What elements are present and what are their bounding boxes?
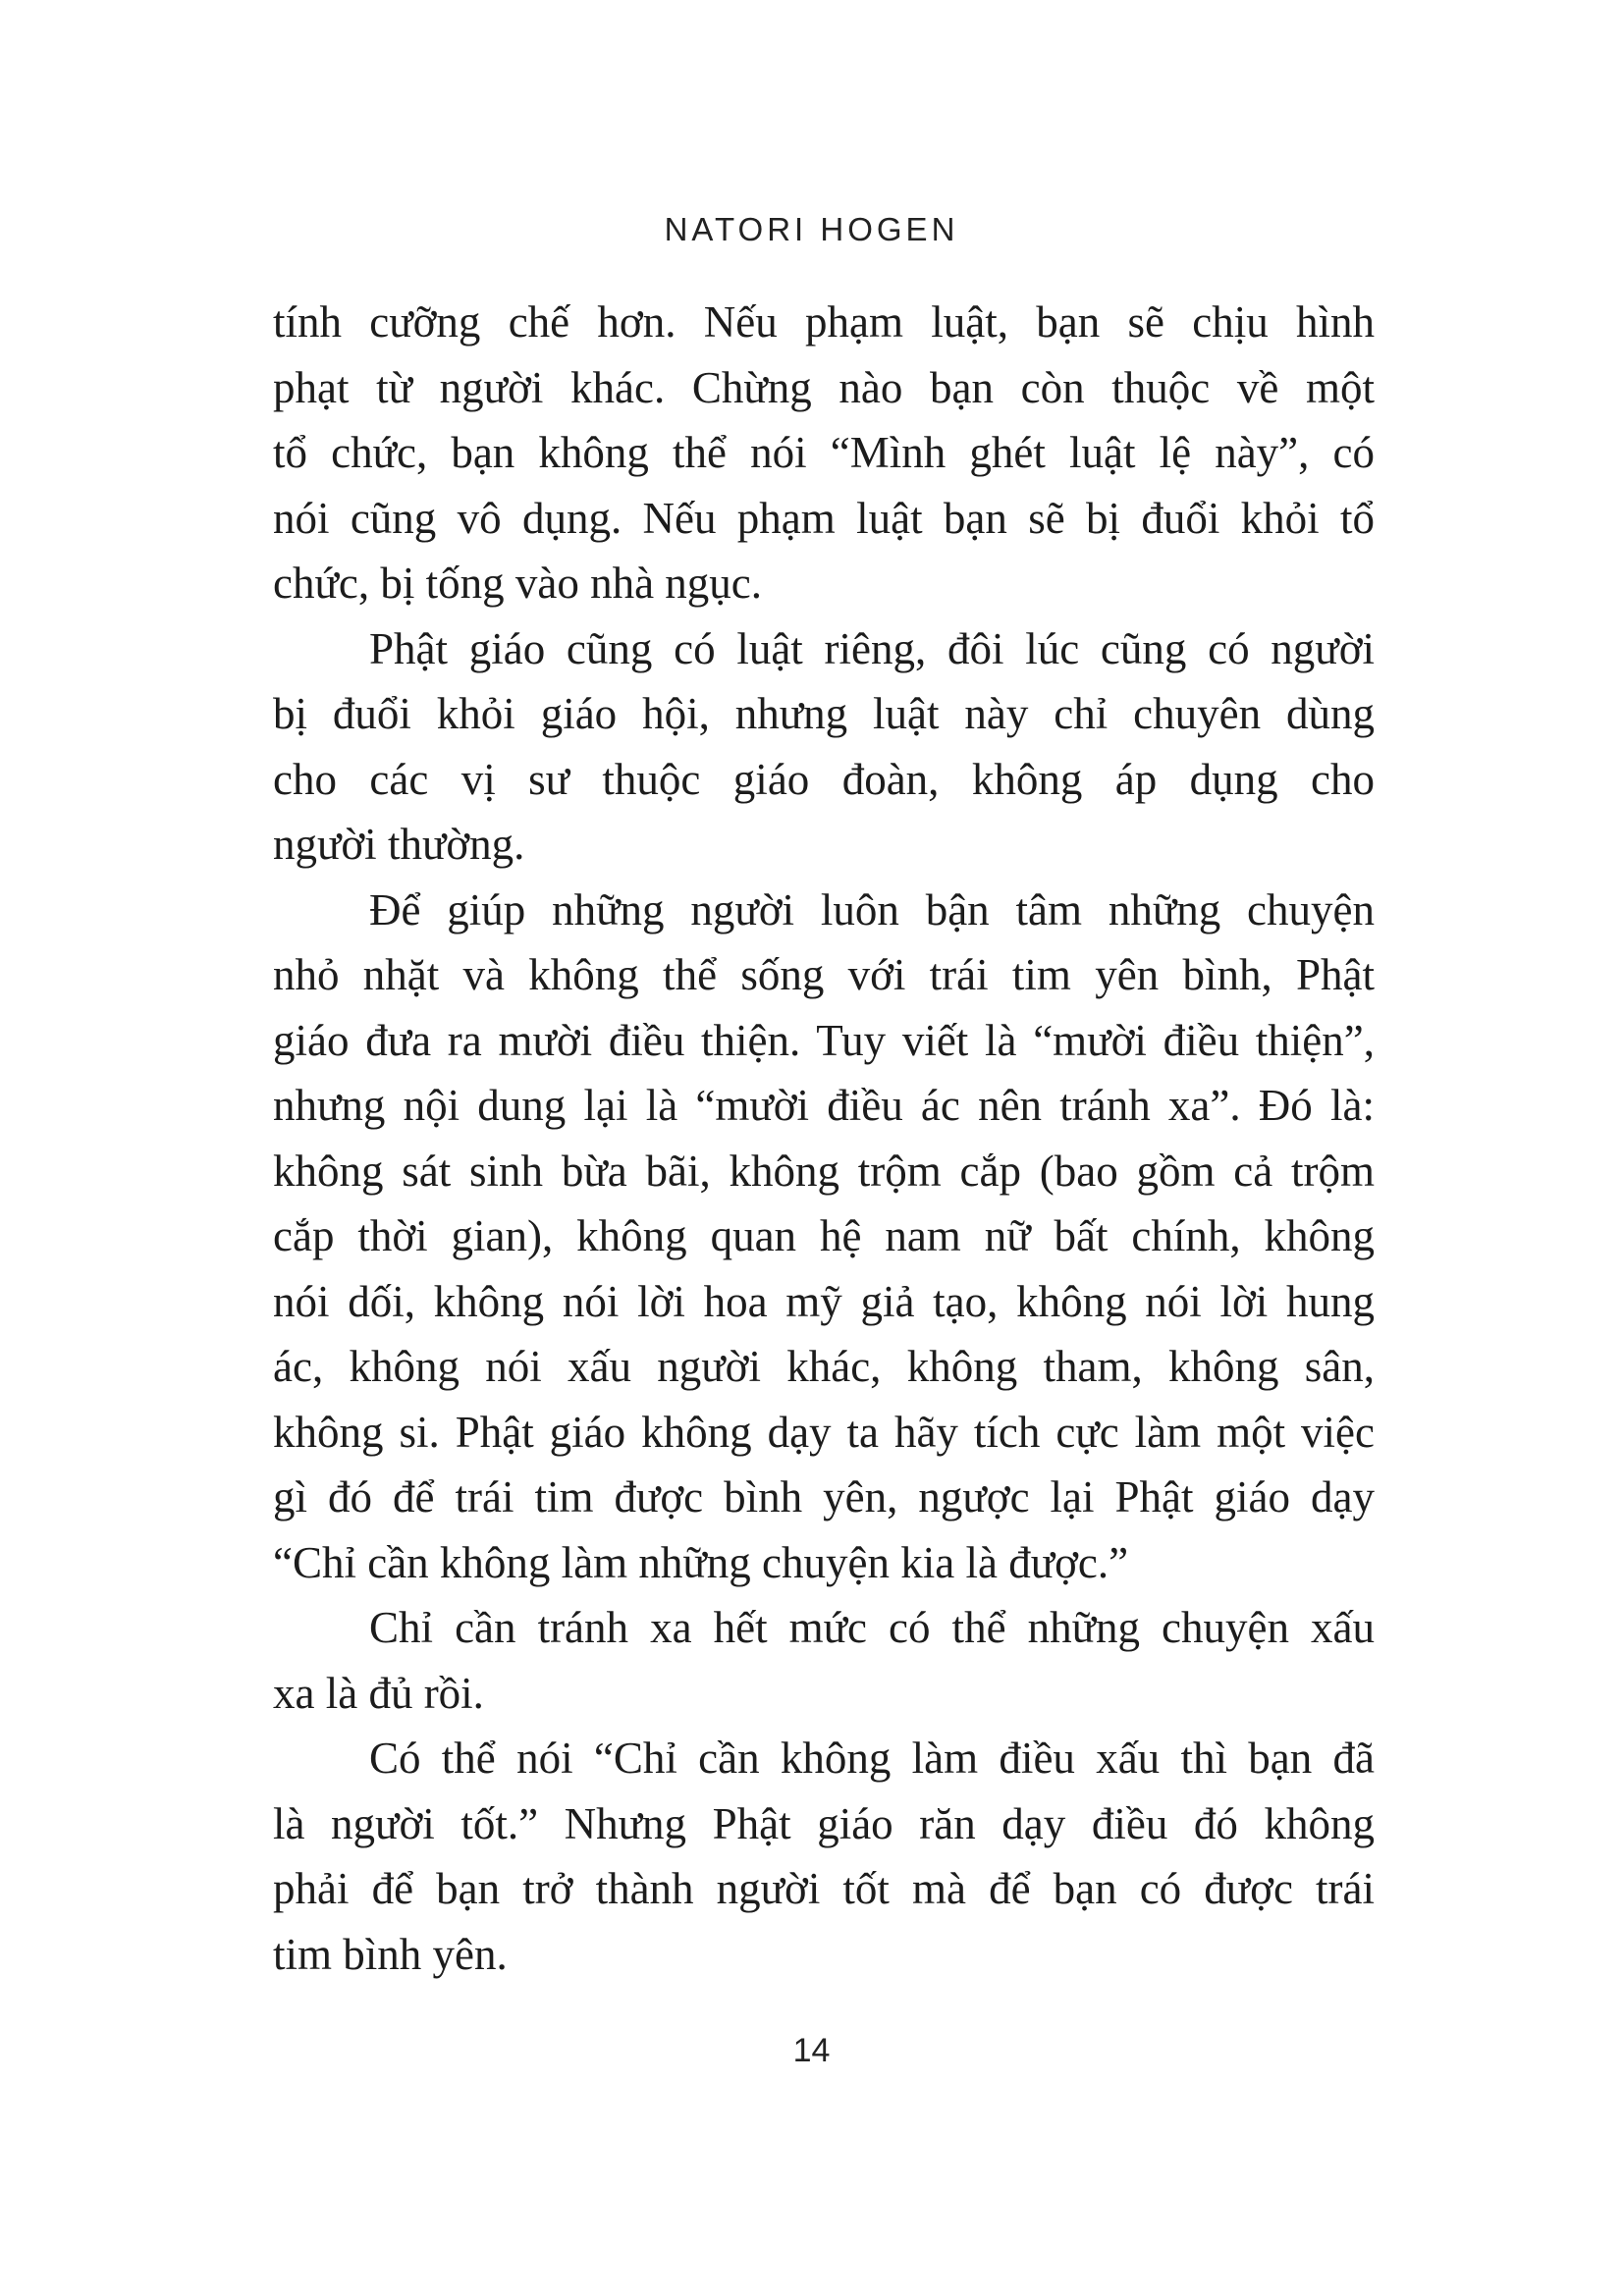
text-line: tim bình yên. (273, 1929, 508, 1979)
text-line: ác, không nói xấu người khác, không tham, không sân, (273, 1342, 1375, 1391)
text-line: nói cũng vô dụng. Nếu phạm luật bạn sẽ bị đuổi khỏi tổ (273, 493, 1375, 543)
body-text (273, 290, 1375, 1987)
text-line: nhỏ nhặt và không thể sống với trái tim yên bình, Phật (273, 950, 1375, 999)
text-line: người thường. (273, 820, 525, 869)
text-line: Có thể nói “Chỉ cần không làm điều xấu thì bạn đã (369, 1734, 1375, 1783)
text-line: bị đuổi khỏi giáo hội, nhưng luật này chỉ chuyên dùng (273, 689, 1375, 738)
text-line: “Chỉ cần không làm những chuyện kia là được.” (273, 1537, 1129, 1587)
text-line: nhưng nội dung lại là “mười điều ác nên tránh xa”. Đó là: (273, 1081, 1375, 1130)
text-line: chức, bị tống vào nhà ngục. (273, 559, 763, 608)
text-line: gì đó để trái tim được bình yên, ngược lại Phật giáo dạy (273, 1472, 1375, 1522)
text-line: cho các vị sư thuộc giáo đoàn, không áp dụng cho (273, 754, 1375, 804)
text-line: Phật giáo cũng có luật riêng, đôi lúc cũng có người (369, 623, 1375, 673)
running-header: NATORI HOGEN (664, 211, 959, 247)
text-line: là người tốt.” Nhưng Phật giáo răn dạy điều đó không (273, 1798, 1375, 1848)
text-line: tính cưỡng chế hơn. Nếu phạm luật, bạn sẽ chịu hình (273, 297, 1375, 347)
text-line: cắp thời gian), không quan hệ nam nữ bất chính, không (273, 1211, 1375, 1260)
text-line: phạt từ người khác. Chừng nào bạn còn thuộc về một (273, 362, 1375, 412)
page-number: 14 (792, 2032, 831, 2069)
text-line: tổ chức, bạn không thể nói “Mình ghét luật lệ này”, có (273, 428, 1375, 477)
text-line: không si. Phật giáo không dạy ta hãy tích cực làm một việc (273, 1407, 1375, 1457)
text-line: giáo đưa ra mười điều thiện. Tuy viết là “mười điều thiện”, (273, 1015, 1375, 1065)
text-line: nói dối, không nói lời hoa mỹ giả tạo, không nói lời hung (273, 1276, 1375, 1326)
text-line: phải để bạn trở thành người tốt mà để bạn có được trái (273, 1864, 1375, 1913)
text-line: không sát sinh bừa bãi, không trộm cắp (bao gồm cả trộm (273, 1146, 1375, 1196)
text-line: Để giúp những người luôn bận tâm những chuyện (369, 884, 1375, 934)
text-line: Chỉ cần tránh xa hết mức có thể những chuyện xấu (369, 1603, 1375, 1652)
text-line: xa là đủ rồi. (273, 1668, 484, 1718)
